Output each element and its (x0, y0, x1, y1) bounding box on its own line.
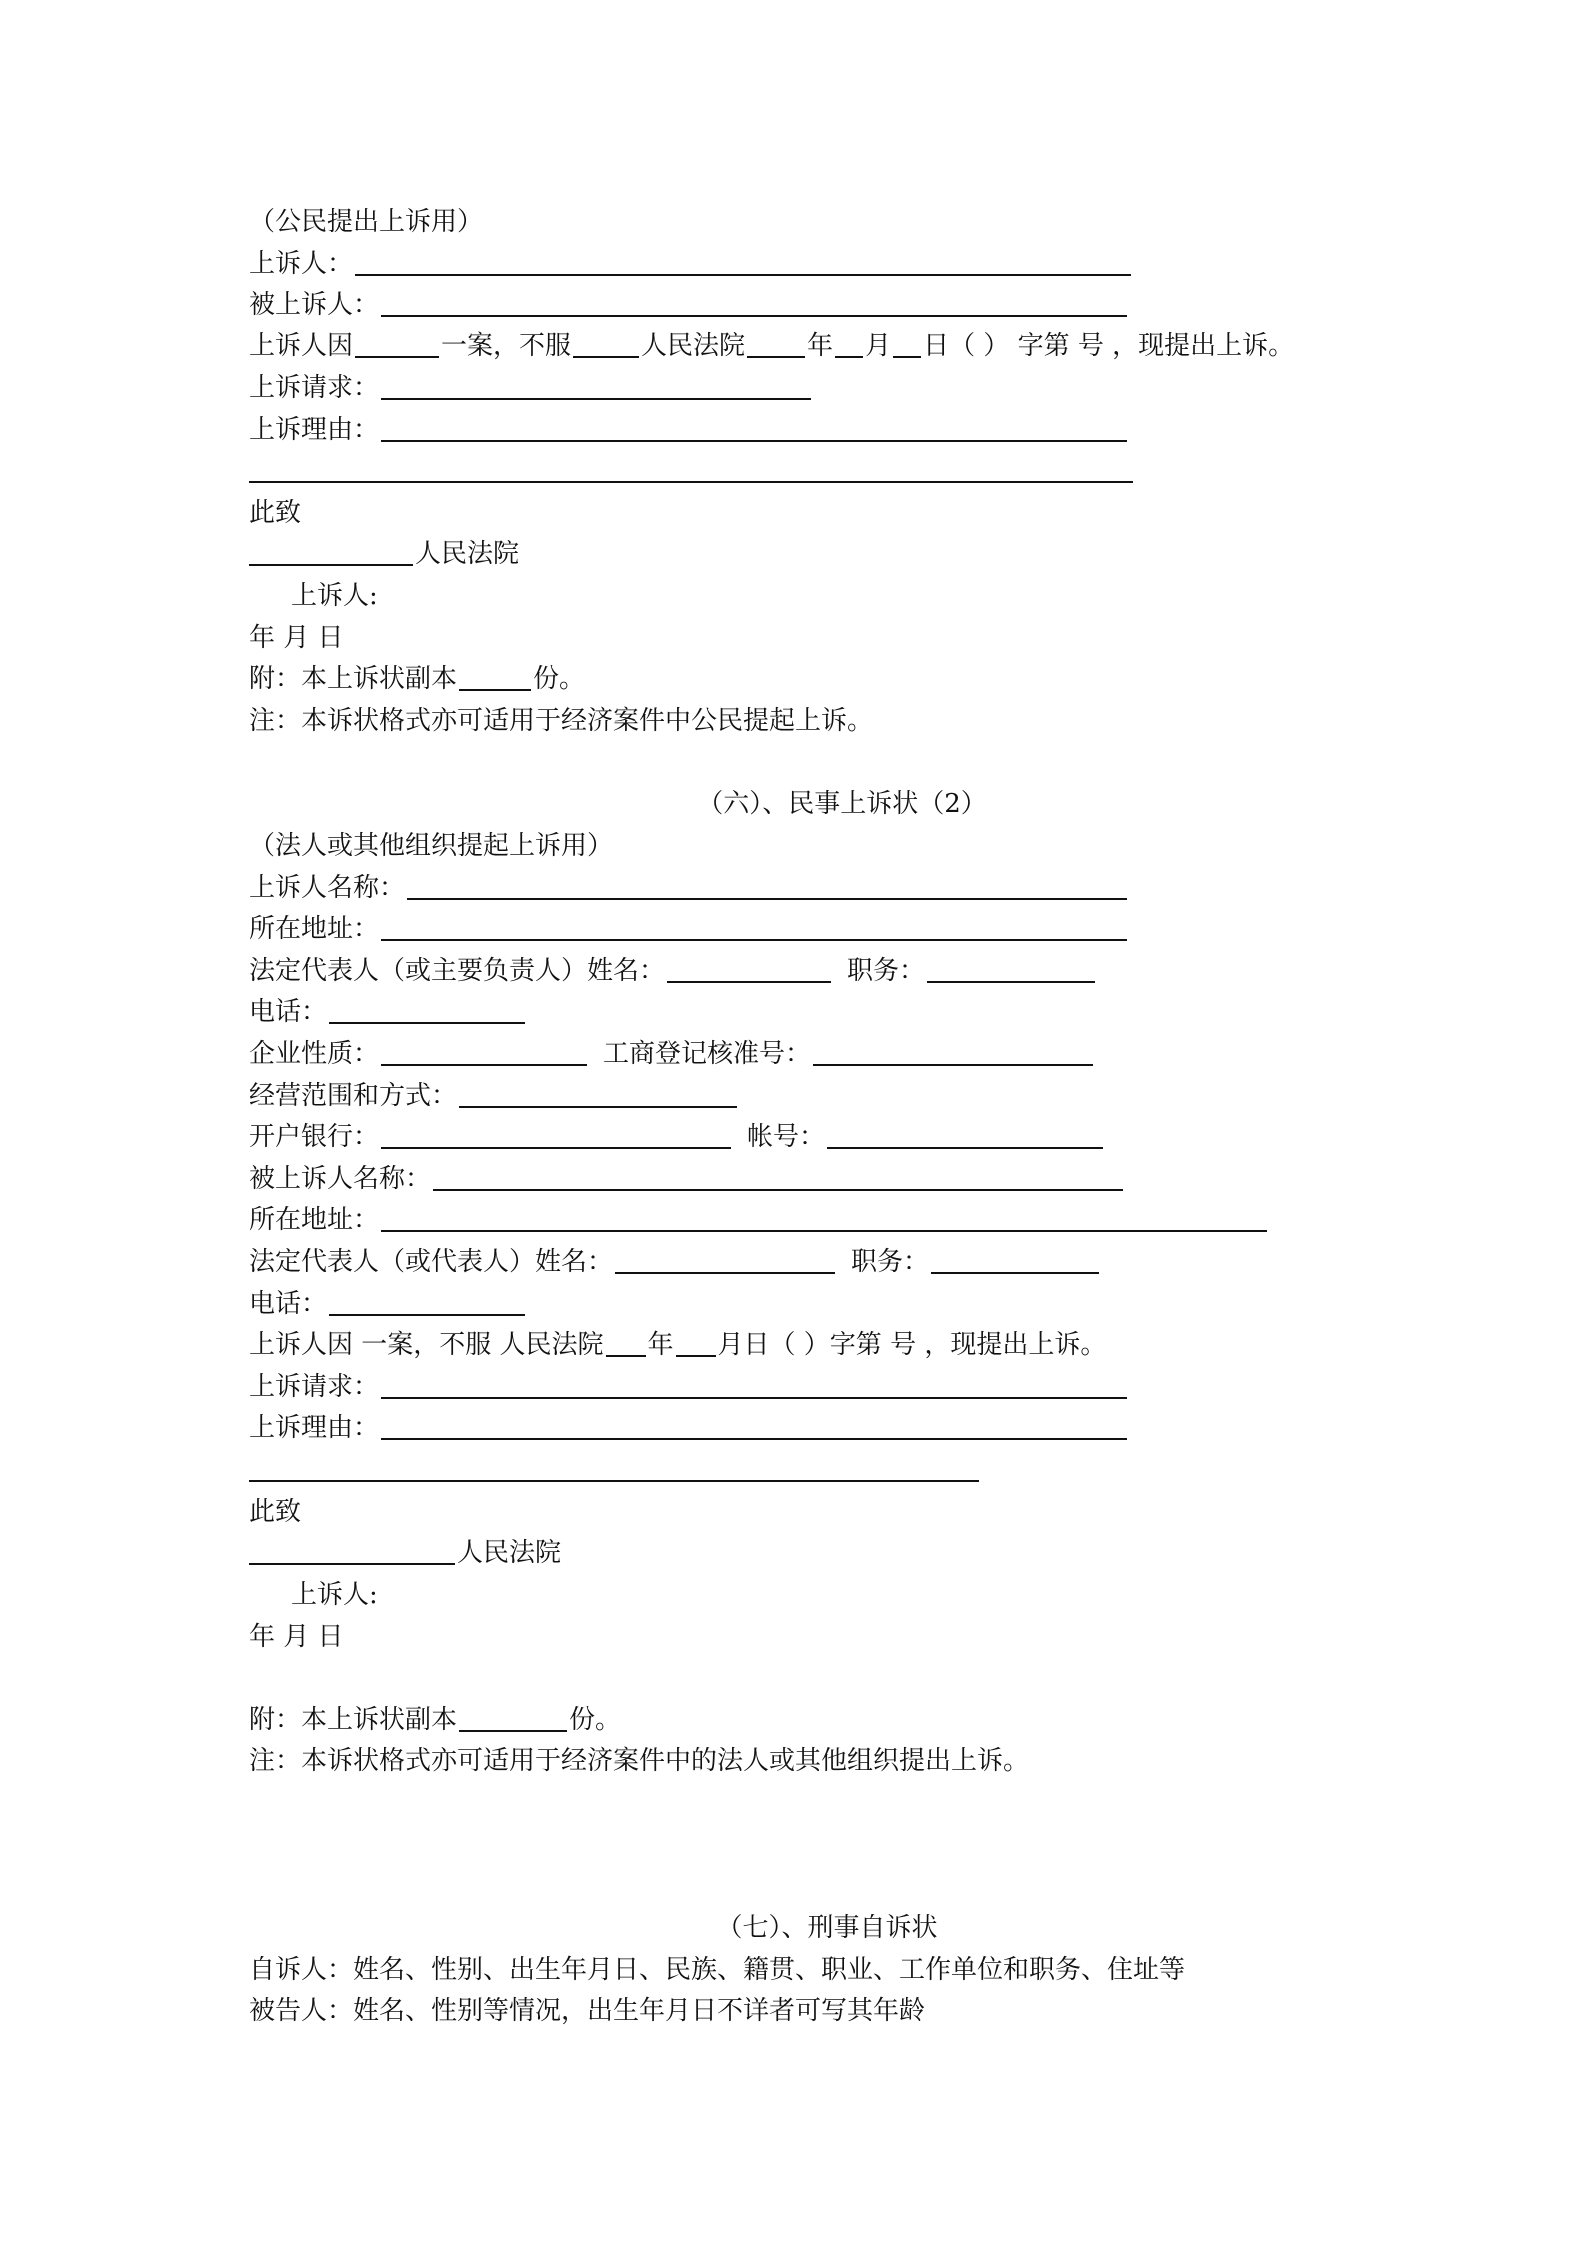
s5-request-row: 上诉请求： (249, 370, 813, 406)
s6-bank-row: 开户银行： 帐号： (249, 1119, 1105, 1155)
s5-note: 注：本诉状格式亦可适用于经济案件中公民提起上诉。 (249, 706, 874, 736)
s5-court-row: 人民法院 (249, 536, 519, 572)
s6-reason-row: 上诉理由： (249, 1410, 1129, 1446)
s5-subtitle: （公民提出上诉用） (249, 207, 484, 237)
s6-phone-row: 电话： (249, 994, 527, 1030)
s6-request-row: 上诉请求： (249, 1369, 1129, 1405)
s6-address2-row: 所在地址： (249, 1202, 1269, 1238)
appellant-blank (355, 248, 1131, 276)
s5-attach: 附：本上诉状副本 份。 (249, 664, 586, 694)
s6-subtitle: （法人或其他组织提起上诉用） (249, 831, 614, 861)
s5-date: 年 月 日 (249, 623, 344, 653)
s6-address-row: 所在地址： (249, 911, 1129, 947)
s5-to: 此致 (249, 498, 302, 528)
s6-attach: 附：本上诉状副本 份。 (249, 1705, 622, 1735)
s6-title: （六）、民事上诉状（2） (697, 789, 987, 819)
s5-signer: 上诉人: (291, 581, 378, 611)
s6-enterprise-row: 企业性质： 工商登记核准号： (249, 1036, 1095, 1072)
s6-reason-continuation (249, 1452, 981, 1488)
s6-phone2-row: 电话： (249, 1286, 527, 1322)
s6-appellee-name-row: 被上诉人名称： (249, 1161, 1125, 1197)
s6-appellant-name-row: 上诉人名称： (249, 870, 1129, 906)
s6-date: 年 月 日 (249, 1622, 344, 1652)
s6-to: 此致 (249, 1497, 302, 1527)
s6-scope-row: 经营范围和方式： (249, 1078, 739, 1114)
appellee-blank (381, 289, 1127, 317)
s6-rep2-row: 法定代表人（或代表人）姓名： 职务： (249, 1244, 1101, 1280)
s5-reason-continuation (249, 453, 1135, 489)
s5-appellant-row: 上诉人： (249, 246, 1133, 282)
s5-appellee-row: 被上诉人： (249, 287, 1129, 323)
s5-case-line: 上诉人因 一案，不服 人民法院 年 月 日（ ） 字第 号 ，现提出上诉。 (249, 331, 1295, 361)
s6-rep-row: 法定代表人（或主要负责人）姓名： 职务： (249, 953, 1097, 989)
s7-plaintiff: 自诉人：姓名、性别、出生年月日、民族、籍贯、职业、工作单位和职务、住址等 (249, 1955, 1186, 1985)
s6-note: 注：本诉状格式亦可适用于经济案件中的法人或其他组织提出上诉。 (249, 1746, 1030, 1776)
s5-reason-row: 上诉理由： (249, 412, 1129, 448)
s6-signer: 上诉人: (291, 1580, 378, 1610)
s7-defendant: 被告人：姓名、性别等情况，出生年月日不详者可写其年龄 (249, 1996, 926, 2026)
s6-case-line: 上诉人因 一案，不服 人民法院 年 月日（ ）字第 号 ，现提出上诉。 (249, 1330, 1107, 1360)
s7-title: （七）、刑事自诉状 (716, 1913, 938, 1943)
s6-court-row: 人民法院 (249, 1535, 561, 1571)
